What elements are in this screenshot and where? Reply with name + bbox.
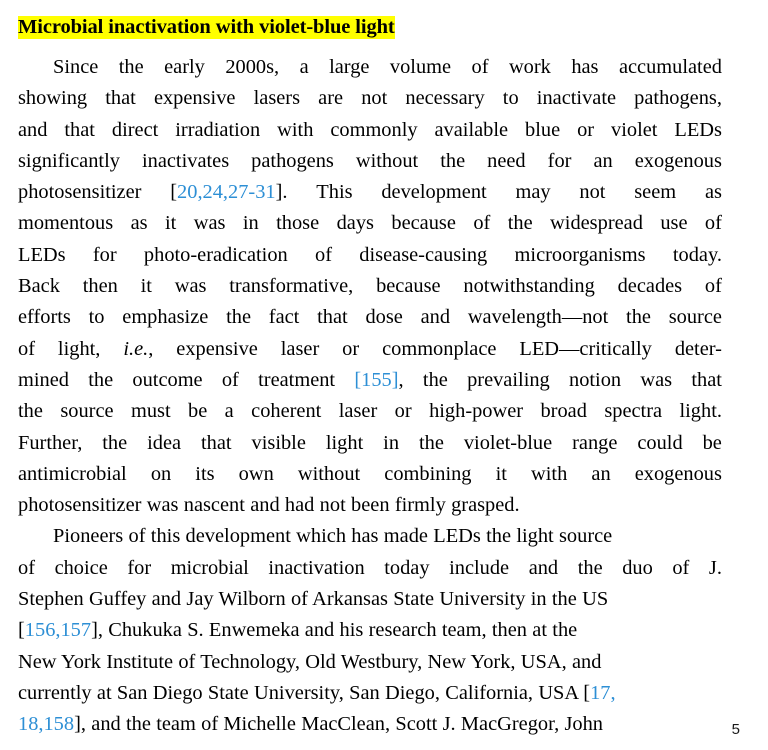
citation-link[interactable]: 20,24,27-31 [177,181,276,204]
text-line: antimicrobial on its own without combining it with an exogenous [18,462,722,485]
citation-link[interactable]: 156,157 [24,619,92,642]
text-line: LEDs for photo-eradication of disease-causing microorganisms today. [18,243,722,266]
text-line: the source must be a coherent laser or high-power broad spectra light. [18,400,722,423]
text-line: Since the early 2000s, a large volume of work has accumulated [53,56,722,78]
text-line: significantly inactivates pathogens without the need for an exogenous [18,149,722,172]
text-line: Back then it was transformative, because notwithstanding decades of [18,275,722,298]
text-line: of light, i.e., expensive laser or commonplace LED—critically deter- [18,337,722,360]
page-number: 5 [731,721,740,738]
text-line: momentous as it was in those days because of the widespread use of [18,212,722,235]
citation-link[interactable]: 18,158 [18,713,75,736]
text-line: photosensitizer was nascent and had not been firmly grasped. [18,494,520,517]
latin-abbreviation: i.e. [123,337,149,360]
citation-link[interactable]: 17, [590,681,616,704]
section-heading [18,13,395,41]
paragraph-2 [18,521,722,740]
body-text-column [18,52,722,741]
section-heading-highlight: Microbial inactivation with violet-blue light [18,16,395,38]
text-line: photosensitizer [20,24,27-31]. This development may not seem as [18,181,722,204]
paragraph-1 [18,52,722,521]
text-line: Further, the idea that visible light in the violet-blue range could be [18,431,722,454]
text-line: Pioneers of this development which has made LEDs the light source [53,525,613,548]
text-line: [156,157], Chukuka S. Enwemeka and his research team, then at the [18,619,578,642]
text-line: of choice for microbial inactivation today include and the duo of J. [18,556,722,579]
text-line: and that direct irradiation with commonly available blue or violet LEDs [18,118,722,141]
text-line: mined the outcome of treatment [155], the prevailing notion was that [18,368,722,391]
text-line: efforts to emphasize the fact that dose and wavelength—not the source [18,306,722,329]
text-line: 18,158], and the team of Michelle MacClean, Scott J. MacGregor, John [18,713,603,736]
text-line: currently at San Diego State University, San Diego, California, USA [17, [18,681,616,704]
text-line: showing that expensive lasers are not necessary to inactivate pathogens, [18,87,722,110]
text-line: Stephen Guffey and Jay Wilborn of Arkansas State University in the US [18,588,609,611]
text-line: New York Institute of Technology, Old Westbury, New York, USA, and [18,650,602,673]
citation-link[interactable]: [155] [354,368,399,391]
